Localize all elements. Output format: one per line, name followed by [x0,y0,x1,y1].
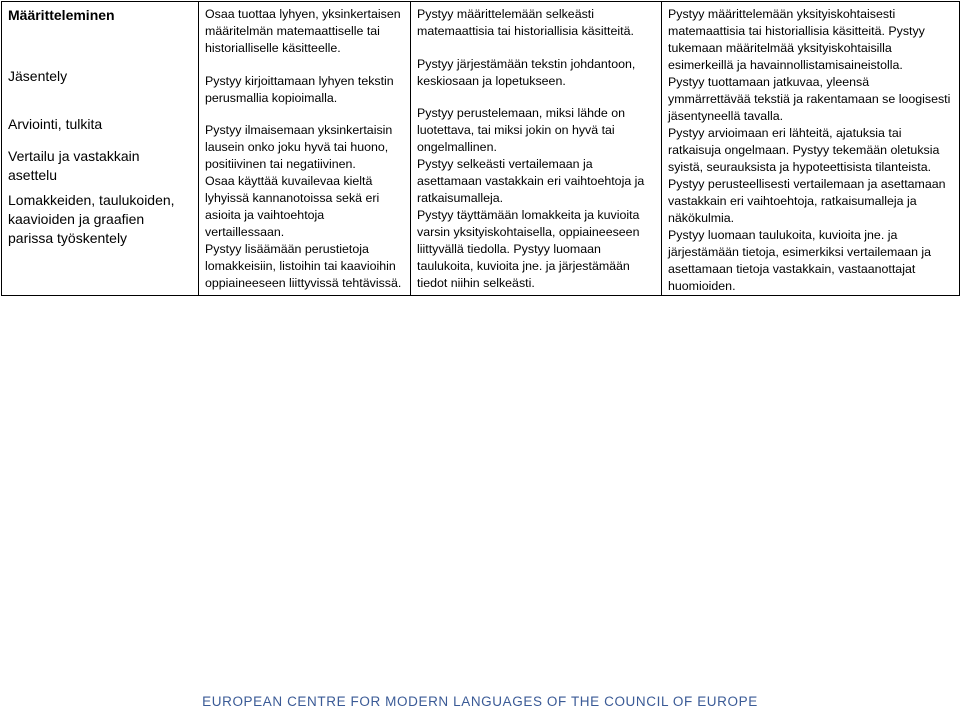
descriptor-text: Pystyy lisäämään perustietoja lomakkeisiin, listoihin tai kaavioihin oppiaineeseen liittyvissä tehtävissä. [205,242,402,290]
footer-organization: EUROPEAN CENTRE FOR MODERN LANGUAGES OF THE COUNCIL OF EUROPE [202,694,758,709]
descriptor-text: Pystyy ilmaisemaan yksinkertaisin lausein onko joku hyvä tai huono, positiivinen tai negatiivinen. [205,123,393,171]
competence-table [1,1,960,296]
category-item: Vertailu ja vastakkain asettelu [8,148,140,183]
descriptor-text: Pystyy perusteellisesti vertailemaan ja asettamaan vastakkain eri vaihtoehtoja, ratkaisumalleja ja näkökulmia. [668,177,946,225]
level-column [199,2,411,296]
descriptor-text: Pystyy luomaan taulukoita, kuvioita jne. ja järjestämään tietoja, esimerkiksi vertailemaan ja asettamaan tietoja vastakkain, vastaanottajat huomioiden. [668,228,932,293]
level-column [411,2,662,296]
descriptor-text: Pystyy järjestämään tekstin johdantoon, keskiosaan ja lopetukseen. [417,57,636,88]
descriptor-text: Pystyy selkeästi vertailemaan ja asettamaan vastakkain eri vaihtoehtoja ja ratkaisumalleja. [417,157,645,205]
category-item: Lomakkeiden, taulukoiden, kaavioiden ja graafien parissa työskentely [8,192,175,246]
category-item: Jäsentely [8,68,68,84]
category-title: Määritteleminen [8,7,115,23]
descriptor-text: Pystyy täyttämään lomakkeita ja kuvioita varsin yksityiskohtaisella, oppiaineeseen liittyvällä tiedolla. Pystyy luomaan taulukoita, kuvioita jne. ja järjestämään tiedot niihin selkeästi. [417,208,640,290]
descriptor-text: Pystyy määrittelemään selkeästi matemaattisia tai historiallisia käsitteitä. [417,7,634,38]
descriptor-text: Osaa tuottaa lyhyen, yksinkertaisen määritelmän matemaattiselle tai historialliselle käsitteelle. [205,7,401,55]
table-row [2,2,960,296]
descriptor-text: Pystyy määrittelemään yksityiskohtaisesti matemaattisia tai historiallisia käsitteitä. Pystyy tukemaan määritelmää yksityiskohtaisilla esimerkeillä ja havainnollistamisaineistolla. [668,7,925,72]
level-column [662,2,960,296]
descriptor-text: Pystyy tuottamaan jatkuvaa, yleensä ymmärrettävää tekstiä ja rakentamaan se loogisesti jäsentyneellä tavalla. [668,75,951,123]
category-column [2,2,199,296]
descriptor-text: Pystyy perustelemaan, miksi lähde on luotettava, tai miksi jokin on hyvä tai ongelmallinen. [417,106,625,154]
descriptor-text: Pystyy arvioimaan eri lähteitä, ajatuksia tai ratkaisuja ongelmaan. Pystyy tekemään oletuksia syistä, seurauksista ja hypoteettisista tilanteista. [668,126,940,174]
descriptor-text: Osaa käyttää kuvailevaa kieltä lyhyissä kannanotoissa sekä eri asioita ja vaihtoehtoja vertaillessaan. [205,174,380,239]
descriptor-text: Pystyy kirjoittamaan lyhyen tekstin perusmallia kopioimalla. [205,74,394,105]
category-item: Arviointi, tulkita [8,116,103,132]
